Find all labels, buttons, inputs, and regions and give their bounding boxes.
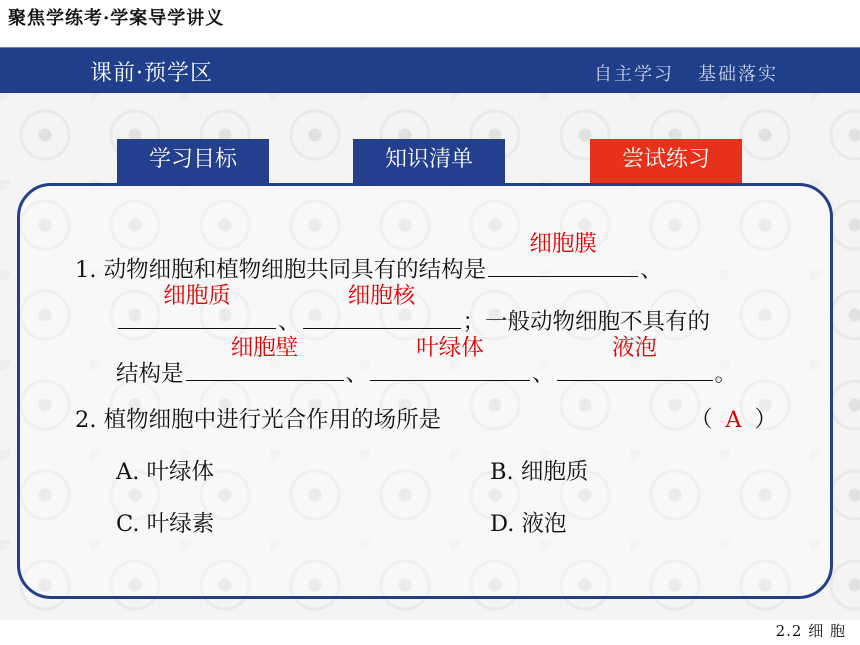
answer-text: 细胞膜 [529,231,597,257]
section-header [0,47,860,93]
answer-blank [488,231,638,277]
q2-stem: 2. 植物细胞中进行光合作用的场所是 [75,407,442,433]
option-c: C. 叶绿素 [116,511,215,537]
option-a: A. 叶绿体 [116,459,215,485]
q2-answer: A [725,407,742,433]
q1-line-3 [116,335,738,388]
answer-blank [186,335,344,381]
paren-open: （ [690,407,713,433]
subtitle-part-1: 自主学习 [594,64,674,85]
punctuation: 、 [532,361,555,387]
paren-close: ） [754,407,778,433]
tab-learning-goals[interactable]: 学习目标 [117,139,269,185]
q1-text: 1. 动物细胞和植物细胞共同具有的结构是 [75,257,487,283]
answer-blank [370,335,530,381]
q1-text: ；一般动物细胞不具有的 [462,309,711,335]
option-d: D. 液泡 [490,511,567,537]
q1-text: 结构是 [116,361,184,387]
punctuation: 、 [640,257,663,283]
page-footer: 2.2 细 胞 [775,622,846,640]
tab-knowledge-list[interactable]: 知识清单 [353,139,505,185]
punctuation: 。 [714,361,738,387]
punctuation: 、 [345,361,369,387]
punctuation: 、 [278,309,301,335]
answer-text: 细胞壁 [230,335,299,361]
answer-blank [557,335,713,381]
option-b: B. 细胞质 [490,459,589,485]
answer-blank [118,283,276,329]
section-subtitle [594,60,778,86]
tab-practice[interactable]: 尝试练习 [590,139,742,185]
q2-answer-bracket [690,402,777,434]
book-title: 聚焦学练考·学案导学讲义 [8,8,225,29]
subtitle-part-2: 基础落实 [698,64,778,85]
answer-text: 细胞核 [347,283,416,309]
answer-text: 叶绿体 [416,335,484,361]
answer-text: 液泡 [612,335,658,361]
answer-text: 细胞质 [163,283,231,309]
answer-blank [303,283,461,329]
section-title: 课前·预学区 [90,61,213,86]
